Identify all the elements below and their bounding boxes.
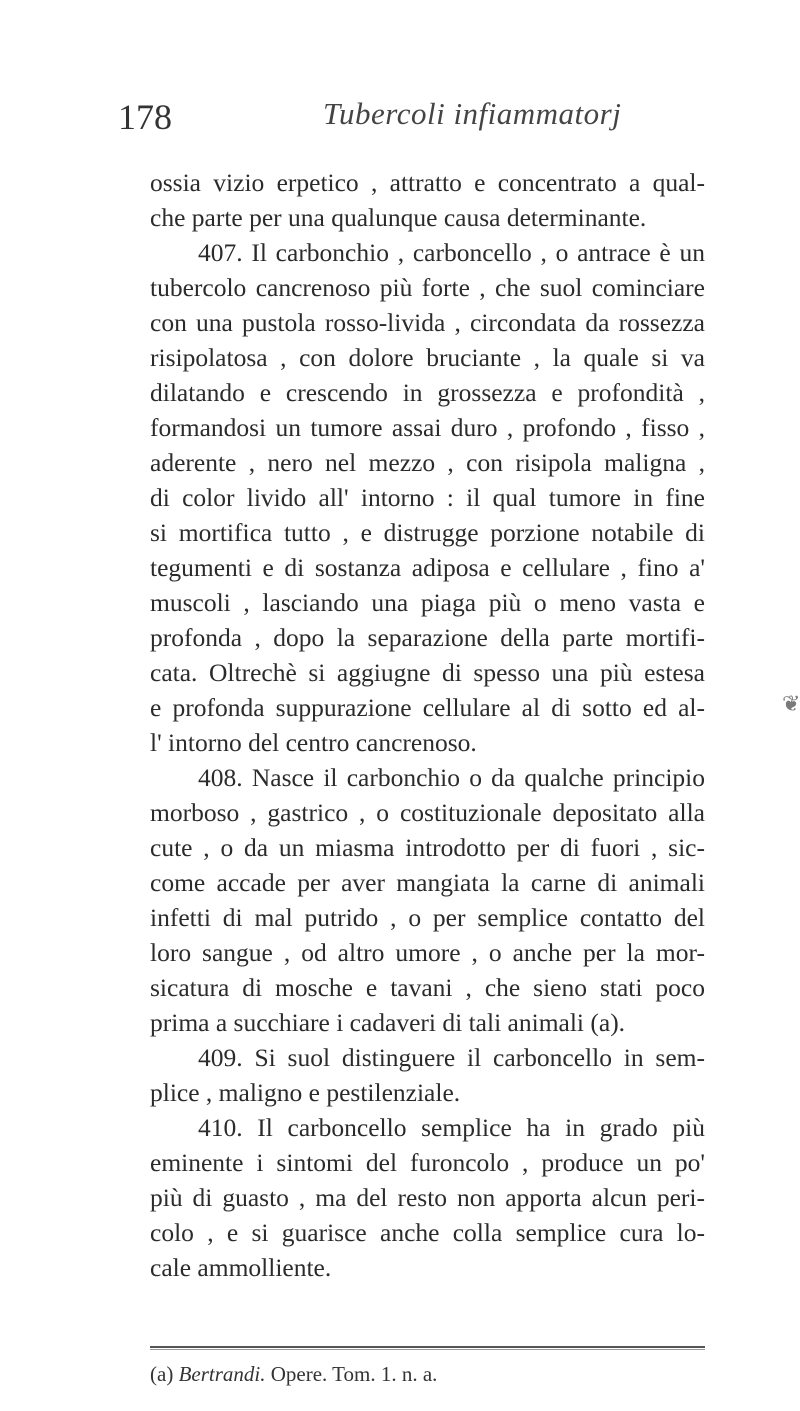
footnote-author: Bertrandi.	[178, 1362, 266, 1386]
text-line: morboso , gastrico , o costituzionale depositato alla	[150, 798, 705, 827]
footnote-rule	[150, 1346, 705, 1348]
margin-ornament-icon: ❦	[782, 692, 800, 717]
text-line: aderente , nero nel mezzo , con risipola maligna ,	[150, 448, 705, 477]
page-number: 178	[118, 97, 172, 137]
text-line: tegumenti e di sostanza adiposa e cellulare , fino a'	[150, 553, 705, 582]
text-line: loro sangue , od altro umore , o anche per la mor-	[150, 938, 705, 967]
paragraph-409-start: 409. Si suol distinguere il carboncello in sem-	[198, 1043, 705, 1072]
text-line: formandosi un tumore assai duro , profondo , fisso ,	[150, 413, 705, 442]
paragraph-410-start: 410. Il carboncello semplice ha in grado più	[198, 1113, 705, 1142]
text-line: che parte per una qualunque causa determinante.	[150, 203, 647, 232]
text-line: cale ammolliente.	[150, 1253, 332, 1282]
text-line: si mortifica tutto , e distrugge porzione notabile di	[150, 518, 705, 547]
text-line: plice , maligno e pestilenziale.	[150, 1078, 461, 1107]
text-line: sicatura di mosche e tavani , che sieno stati poco	[150, 973, 705, 1002]
text-line: infetti di mal putrido , o per semplice contatto del	[150, 903, 705, 932]
footnote	[150, 1362, 705, 1387]
footnote-reference: Opere. Tom. 1. n. a.	[270, 1362, 438, 1386]
running-title: Tubercoli infiammatorj	[323, 96, 622, 131]
text-line: dilatando e crescendo in grossezza e profondità ,	[150, 378, 705, 407]
page-header	[108, 96, 708, 146]
text-line: cata. Oltrechè si aggiugne di spesso una più estesa	[150, 658, 705, 687]
text-line: di color livido all' intorno : il qual tumore in fine	[150, 483, 705, 512]
text-line: tubercolo cancrenoso più forte , che suol cominciare	[150, 273, 705, 302]
text-line: con una pustola rosso-livida , circondata da rossezza	[150, 308, 705, 337]
paragraph-408-start: 408. Nasce il carbonchio o da qualche principio	[198, 763, 705, 792]
text-line: profonda , dopo la separazione della parte mortifi-	[150, 623, 705, 652]
text-line: muscoli , lasciando una piaga più o meno vasta e	[150, 588, 705, 617]
paragraph-407-start: 407. Il carbonchio , carboncello , o antrace è un	[198, 238, 705, 267]
text-line: colo , e si guarisce anche colla semplice cura lo-	[150, 1218, 705, 1247]
text-line: più di guasto , ma del resto non apporta alcun peri-	[150, 1183, 705, 1212]
text-line: e profonda suppurazione cellulare al di sotto ed al-	[150, 693, 705, 722]
text-line: come accade per aver mangiata la carne di animali	[150, 868, 705, 897]
footnote-rule-thin	[150, 1349, 705, 1350]
footnote-marker: (a)	[150, 1362, 174, 1386]
text-line: cute , o da un miasma introdotto per di fuori , sic-	[150, 833, 705, 862]
text-line: eminente i sintomi del furoncolo , produce un po'	[150, 1148, 705, 1177]
body-text	[150, 165, 705, 1285]
text-line: ossia vizio erpetico , attratto e concentrato a qual-	[150, 168, 705, 197]
text-line: risipolatosa , con dolore bruciante , la quale si va	[150, 343, 705, 372]
text-line: prima a succhiare i cadaveri di tali animali (a).	[150, 1008, 626, 1037]
text-line: l' intorno del centro cancrenoso.	[150, 728, 477, 757]
